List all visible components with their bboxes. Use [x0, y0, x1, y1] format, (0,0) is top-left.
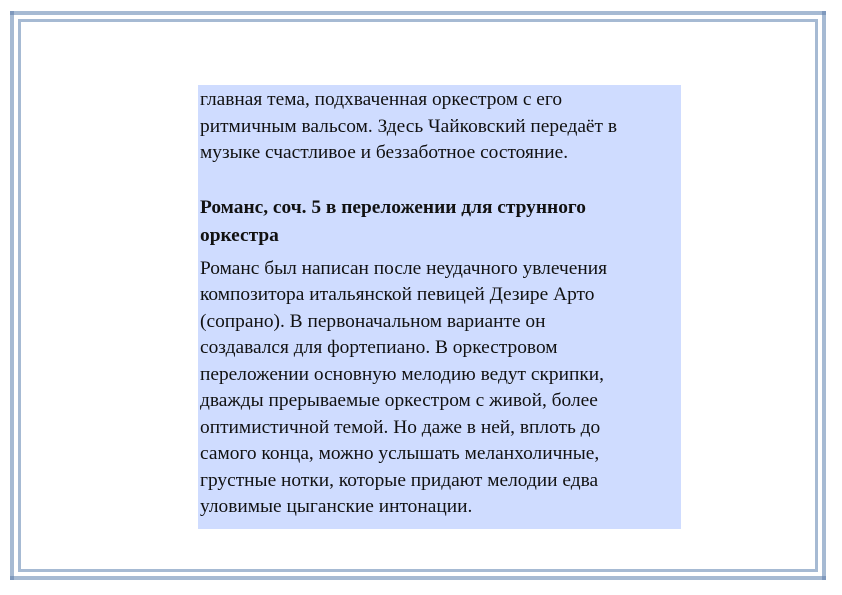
text-box: [198, 85, 681, 529]
frame-corner-top-right: [822, 11, 826, 15]
frame-corner-bottom-left: [10, 576, 14, 580]
intro-paragraph: главная тема, подхваченная оркестром с его ритмичным вальсом. Здесь Чайковский передаёт в музыке счастливое и беззаботное состояние.: [200, 89, 618, 163]
frame-corner-bottom-right: [822, 576, 826, 580]
section-heading: Романс, соч. 5 в переложении для струнного оркестра: [200, 196, 586, 246]
frame-corner-top-left: [10, 11, 14, 15]
section-body-paragraph: Романс был написан после неудачного увлечения композитора итальянской певицей Дезире Арто (сопрано). В первоначальном варианте он создавался для фортепиано. В оркестровом переложении основную мелодию ведут скрипки, дважды прерываемые оркестром с живой, более оптимистичной темой. Но даже в ней, вплоть до самого конца, можно услышать меланхоличные, грустные нотки, которые придают мелодии едва уловимые цыганские интонации.: [200, 257, 608, 517]
